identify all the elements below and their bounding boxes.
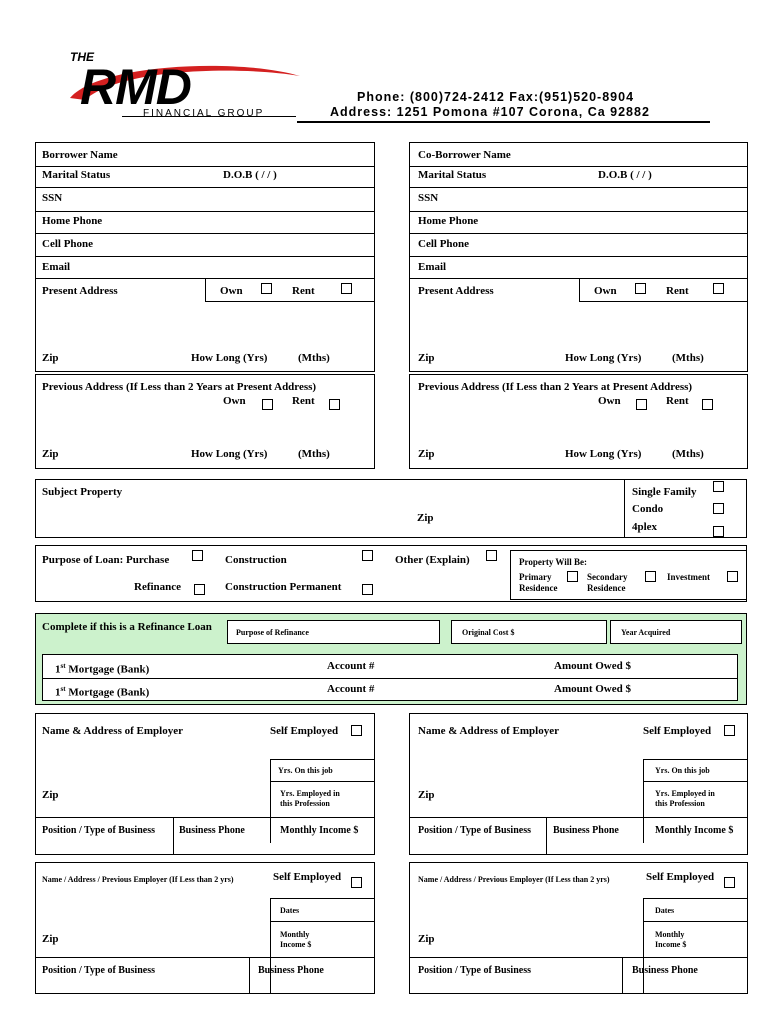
co-prev-rent-label: Rent xyxy=(666,395,689,407)
email-label: Email xyxy=(42,261,71,273)
primary-label: Primary xyxy=(519,572,552,582)
amount-owed-label-2: Amount Owed $ xyxy=(554,683,632,695)
co-monthly-label-1: Monthly xyxy=(655,930,685,939)
rent-checkbox[interactable] xyxy=(341,283,352,294)
original-cost-label: Original Cost $ xyxy=(462,628,515,637)
condo-checkbox[interactable] xyxy=(713,503,724,514)
purchase-checkbox[interactable] xyxy=(192,550,203,561)
year-acquired-field[interactable] xyxy=(610,620,742,644)
co-yrs-on-job-label: Yrs. On this job xyxy=(655,766,710,775)
co-monthly-label-2: Income $ xyxy=(655,940,687,949)
coborrower-section xyxy=(409,142,748,372)
property-will-be-label: Property Will Be: xyxy=(519,557,587,567)
primary-residence-label: Residence xyxy=(519,583,558,593)
single-family-checkbox[interactable] xyxy=(713,481,724,492)
original-cost-field[interactable] xyxy=(451,620,607,644)
co-prev-rent-checkbox[interactable] xyxy=(702,399,713,410)
co-employer-section xyxy=(409,713,748,855)
yrs-employed-label-1: Yrs. Employed in xyxy=(280,789,340,798)
co-own-checkbox[interactable] xyxy=(635,283,646,294)
yrs-on-job-label: Yrs. On this job xyxy=(278,766,333,775)
home-phone-label: Home Phone xyxy=(42,215,103,227)
co-previous-address-label: Previous Address (If Less than 2 Years at Present Address) xyxy=(418,381,693,393)
prev-own-checkbox[interactable] xyxy=(262,399,273,410)
secondary-residence-label: Residence xyxy=(587,583,626,593)
previous-address-label: Previous Address (If Less than 2 Years at Present Address) xyxy=(42,381,317,393)
prev-business-phone-label: Business Phone xyxy=(258,965,324,976)
marital-status-label: Marital Status xyxy=(42,169,111,181)
previous-employer-section xyxy=(35,862,375,994)
monthly-label-1: Monthly xyxy=(280,930,310,939)
present-address-label: Present Address xyxy=(42,285,118,297)
yrs-employed-label-2: this Profession xyxy=(280,799,330,808)
coborrower-name-label: Co-Borrower Name xyxy=(418,149,511,161)
property-will-be-box xyxy=(510,550,747,600)
refinance-title: Complete if this is a Refinance Loan xyxy=(42,621,212,633)
borrower-name-label: Borrower Name xyxy=(42,149,118,161)
position-type-label: Position / Type of Business xyxy=(42,825,155,836)
prev-how-long-label: How Long (Yrs) xyxy=(191,448,268,460)
zip-label: Zip xyxy=(42,352,59,364)
co-previous-employer-section xyxy=(409,862,748,994)
previous-address-section xyxy=(35,374,375,469)
employer-name-address-label: Name & Address of Employer xyxy=(42,725,183,737)
prev-zip-label: Zip xyxy=(42,448,59,460)
logo-financial-group-text: FINANCIAL GROUP xyxy=(143,108,265,119)
phone-fax-line: Phone: (800)724-2412 Fax:(951)520-8904 xyxy=(357,90,635,104)
purpose-of-loan-section xyxy=(35,545,747,602)
other-explain-label: Other (Explain) xyxy=(395,554,470,566)
purpose-of-refinance-field[interactable] xyxy=(227,620,440,644)
prev-months-label: (Mths) xyxy=(298,448,330,460)
account-label: Account # xyxy=(327,660,375,672)
co-self-employed-label: Self Employed xyxy=(643,725,712,737)
dates-label: Dates xyxy=(280,906,300,915)
co-prev-how-long-label: How Long (Yrs) xyxy=(565,448,642,460)
co-employer-zip-label: Zip xyxy=(418,789,435,801)
amount-owed-label: Amount Owed $ xyxy=(554,660,632,672)
subject-property-section xyxy=(35,479,747,538)
monthly-income-label: Monthly Income $ xyxy=(280,825,359,836)
logo-the-text: THE xyxy=(70,50,94,64)
co-own-label: Own xyxy=(594,285,617,297)
business-phone-label: Business Phone xyxy=(179,825,245,836)
self-employed-label: Self Employed xyxy=(270,725,339,737)
prev-rent-label: Rent xyxy=(292,395,315,407)
year-acquired-label: Year Acquired xyxy=(621,628,671,637)
address-line: Address: 1251 Pomona #107 Corona, Ca 92882 xyxy=(330,105,650,119)
prev-self-employed-label: Self Employed xyxy=(273,871,342,883)
prev-own-label: Own xyxy=(223,395,246,407)
monthly-label-2: Income $ xyxy=(280,940,312,949)
primary-checkbox[interactable] xyxy=(567,571,578,582)
subject-zip-label: Zip xyxy=(417,512,434,524)
co-ssn-label: SSN xyxy=(418,192,439,204)
co-monthly-income-label: Monthly Income $ xyxy=(655,825,734,836)
co-how-long-yrs-label: How Long (Yrs) xyxy=(565,352,642,364)
how-long-yrs-label: How Long (Yrs) xyxy=(191,352,268,364)
co-dates-label: Dates xyxy=(655,906,675,915)
construction-permanent-checkbox[interactable] xyxy=(362,584,373,595)
investment-label: Investment xyxy=(667,572,710,582)
investment-checkbox[interactable] xyxy=(727,571,738,582)
co-prev-self-employed-label: Self Employed xyxy=(646,871,715,883)
months-label: (Mths) xyxy=(298,352,330,364)
construction-permanent-label: Construction Permanent xyxy=(225,581,342,593)
co-email-label: Email xyxy=(418,261,447,273)
co-rent-label: Rent xyxy=(666,285,689,297)
mortgage-table xyxy=(42,654,738,701)
co-previous-address-section xyxy=(409,374,748,469)
co-prev-employer-zip-label: Zip xyxy=(418,933,435,945)
employer-section xyxy=(35,713,375,855)
co-business-phone-label: Business Phone xyxy=(553,825,619,836)
logo-rmd-text: RMD xyxy=(80,59,191,115)
rent-label: Rent xyxy=(292,285,315,297)
condo-label: Condo xyxy=(632,503,664,515)
co-rent-checkbox[interactable] xyxy=(713,283,724,294)
co-prev-months-label: (Mths) xyxy=(672,448,704,460)
co-present-address-label: Present Address xyxy=(418,285,494,297)
co-employer-name-address-label: Name & Address of Employer xyxy=(418,725,559,737)
prev-position-type-label: Position / Type of Business xyxy=(42,965,155,976)
own-label: Own xyxy=(220,285,243,297)
refinance-checkbox[interactable] xyxy=(194,584,205,595)
co-prev-own-label: Own xyxy=(598,395,621,407)
prev-self-employed-checkbox[interactable] xyxy=(351,877,362,888)
cell-phone-label: Cell Phone xyxy=(42,238,94,250)
co-prev-own-checkbox[interactable] xyxy=(636,399,647,410)
fourplex-checkbox[interactable] xyxy=(713,526,724,537)
co-yrs-employed-label-2: this Profession xyxy=(655,799,705,808)
employer-zip-label: Zip xyxy=(42,789,59,801)
header-rule xyxy=(297,121,710,123)
prev-employer-zip-label: Zip xyxy=(42,933,59,945)
secondary-checkbox[interactable] xyxy=(645,571,656,582)
co-yrs-employed-label-1: Yrs. Employed in xyxy=(655,789,715,798)
second-mortgage-label: 1st Mortgage (Bank) xyxy=(55,685,150,699)
co-cell-phone-label: Cell Phone xyxy=(418,238,470,250)
construction-label: Construction xyxy=(225,554,287,566)
co-prev-zip-label: Zip xyxy=(418,448,435,460)
purpose-of-loan-label: Purpose of Loan: Purchase xyxy=(42,554,170,566)
co-prev-employer-label: Name / Address / Previous Employer (If Less than 2 yrs) xyxy=(418,875,610,884)
co-position-type-label: Position / Type of Business xyxy=(418,825,531,836)
co-marital-status-label: Marital Status xyxy=(418,169,487,181)
borrower-section xyxy=(35,142,375,372)
construction-checkbox[interactable] xyxy=(362,550,373,561)
single-family-label: Single Family xyxy=(632,486,697,498)
dob-label: D.O.B ( / / ) xyxy=(223,169,277,181)
co-dob-label: D.O.B ( / / ) xyxy=(598,169,652,181)
co-prev-business-phone-label: Business Phone xyxy=(632,965,698,976)
refinance-label: Refinance xyxy=(134,581,182,593)
secondary-label: Secondary xyxy=(587,572,628,582)
other-checkbox[interactable] xyxy=(486,550,497,561)
subject-property-label: Subject Property xyxy=(42,486,123,498)
first-mortgage-label: 1st Mortgage (Bank) xyxy=(55,662,150,676)
own-checkbox[interactable] xyxy=(261,283,272,294)
co-zip-label: Zip xyxy=(418,352,435,364)
co-prev-self-employed-checkbox[interactable] xyxy=(724,877,735,888)
prev-employer-label: Name / Address / Previous Employer (If Less than 2 yrs) xyxy=(42,875,234,884)
self-employed-checkbox[interactable] xyxy=(351,725,362,736)
account-label-2: Account # xyxy=(327,683,375,695)
co-home-phone-label: Home Phone xyxy=(418,215,479,227)
refinance-section xyxy=(35,613,747,705)
fourplex-label: 4plex xyxy=(632,521,658,533)
co-self-employed-checkbox[interactable] xyxy=(724,725,735,736)
prev-rent-checkbox[interactable] xyxy=(329,399,340,410)
ssn-label: SSN xyxy=(42,192,63,204)
co-months-label: (Mths) xyxy=(672,352,704,364)
co-prev-position-type-label: Position / Type of Business xyxy=(418,965,531,976)
purpose-of-refinance-label: Purpose of Refinance xyxy=(236,628,309,637)
